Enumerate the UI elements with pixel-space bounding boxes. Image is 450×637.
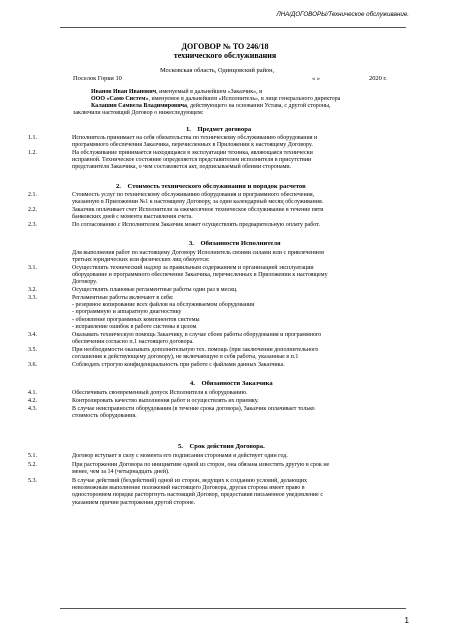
clause-line: Заказчик оплачивает счет Исполнителя за ежемесячное техническое обслуживание в течение пяти: [72, 207, 324, 213]
title-line-2: технического обслуживания: [173, 51, 277, 60]
title-line-1: ДОГОВОР № ТО 246/18: [181, 42, 269, 51]
clause-number: 3.4.: [28, 332, 37, 338]
clause-line: Регламентные работы включают в себя:: [72, 295, 174, 301]
clause-line: Договор вступает в силу с момента его подписания сторонами и действует один год.: [72, 453, 288, 459]
section-1-title: Предмет договора: [197, 126, 252, 133]
clause-3-3: [28, 295, 406, 331]
top-divider: [60, 27, 406, 28]
clause-2-3: [28, 222, 406, 229]
clause-2-1: [28, 192, 406, 206]
clause-number: 5.3.: [28, 478, 37, 484]
date-quotes: « »: [312, 75, 320, 82]
clause-line: представителя Заказчика, о чем составляется акт, подписываемый обеими сторонами.: [72, 164, 292, 171]
place: Поселок Горки 10: [73, 75, 122, 82]
region: Московская область, Одинцовский район,: [160, 67, 275, 74]
clause-line: Для выполнения работ по настоящему Договору Исполнитель своими силами или с привлечением: [72, 250, 324, 256]
clause-number: 4.1.: [28, 390, 37, 396]
clause-line: указанную в Приложении №1 к настоящему Договору, за один календарный месяц обслуживания.: [72, 199, 324, 206]
section-5-title: Срок действия Договора.: [189, 443, 265, 450]
clause-line: Обеспечивать своевременный допуск Исполнителя к оборудованию.: [72, 390, 248, 396]
contract-title: [0, 42, 450, 60]
clause-1-1: [28, 135, 406, 149]
clause-1-2: [28, 150, 406, 172]
section-3-heading: [189, 240, 281, 247]
section-1-heading: [186, 126, 251, 133]
clause-3-2: [28, 287, 406, 294]
document-path-header: ЛНА/ДОГОВОРЫ/Техническое обслуживание.: [276, 11, 409, 18]
clause-number: 2.3.: [28, 222, 37, 228]
section-3-number: 3.: [189, 240, 194, 247]
clause-number: 4.3.: [28, 406, 37, 412]
section-2-heading: [116, 183, 306, 190]
section-4-title: Обязанности Заказчика: [201, 380, 273, 387]
clause-line: оборудование и программного обеспечение Заказчика, перечисленных в Приложении к настоящему: [72, 272, 328, 279]
clause-number: 4.2.: [28, 398, 37, 404]
clause-line: третьих юридических или физических лиц обязуется:: [72, 257, 210, 264]
clause-line: По согласованию с Исполнителем Заказчик может осуществлять предварительную оплату работ.: [72, 222, 320, 228]
clause-line: стоимость оборудования.: [72, 413, 137, 420]
clause-3-6: [28, 362, 406, 369]
clause-2-2: [28, 207, 406, 221]
intro-line-4: заключили настоящий Договор о нижеследующем:: [73, 110, 204, 116]
clause-number: 3.3.: [28, 295, 37, 301]
section-4-number: 4.: [190, 380, 195, 387]
clause-4-2: [28, 398, 406, 405]
customer-name: Иванов Иван Иванович: [91, 89, 157, 95]
section-5-number: 5.: [178, 443, 183, 450]
clause-line: Исполнитель принимает на себя обязательства по техническому обслуживанию оборудования и: [72, 135, 318, 141]
section-5-heading: [178, 443, 265, 450]
clause-3-1: [28, 265, 406, 287]
clause-number: 3.1.: [28, 265, 37, 271]
clause-number: 3.6.: [28, 362, 37, 368]
clause-line: - программную и аппаратную диагностику: [72, 309, 182, 316]
clause-line: В случае действий (бездействий) одной из сторон, ведущих к созданию условий, делающих: [72, 478, 308, 484]
clause-line: Стоимость услуг по техническому обслуживанию оборудования и программного обеспечения,: [72, 192, 315, 198]
clause-line: Договору.: [72, 279, 98, 286]
clause-line: При расторжении Договора по инициативе одной из сторон, она обязана известить другую в срок не: [72, 462, 330, 468]
clause-line: На обслуживание принимается находящаяся в эксплуатации техника, являющаяся технически: [72, 150, 313, 156]
clause-3-4: [28, 332, 406, 346]
clause-line: невозможным выполнение положений настоящего Договора, другая сторона имеет право в: [72, 485, 305, 492]
clause-line: обеспечения согласно п.1 настоящего договора.: [72, 339, 194, 346]
clause-line: Осуществлять технический надзор за правильным содержанием и организацией эксплуатации: [72, 265, 314, 271]
clause-line: банковских дней с момента выставления счета.: [72, 214, 193, 221]
clause-number: 3.5.: [28, 347, 37, 353]
section-2-title: Стоимость технического обслуживания и порядок расчетов: [127, 183, 306, 190]
director-name: Калашин Самвела Владимировича: [91, 103, 188, 109]
clause-4-3: [28, 406, 406, 420]
section-1-number: 1.: [186, 126, 191, 133]
clause-3-5: [28, 347, 406, 361]
clause-line: менее, чем за 14 (четырнадцать дней).: [72, 469, 170, 476]
clause-line: При необходимости оказывать дополнительную тех. помощь (при заключении дополнительного: [72, 347, 319, 353]
clause-line: Контролировать качество выполнения работ и осуществлять их приемку.: [72, 398, 259, 404]
clause-line: - обновление программных компонентов системы: [72, 316, 200, 323]
clause-number: 2.2.: [28, 207, 37, 213]
clause-line: - исправление ошибок в работе системы в целом: [72, 323, 197, 330]
clause-number: 1.1.: [28, 135, 37, 141]
clause-4-1: [28, 390, 406, 397]
clause-5-3: [28, 478, 406, 507]
clause-line: В случае неисправности оборудования (в течение срока договора), Заказчик оплачивает только: [72, 406, 315, 412]
section-2-number: 2.: [116, 183, 121, 190]
clause-line: Осуществлять плановые регламентные работы один раз в месяц.: [72, 287, 238, 293]
clause-line: исправной. Техническое состояние определяется представителем исполнителя в присутствии: [72, 157, 312, 164]
section-3-title: Обязанности Исполнителя: [200, 240, 281, 247]
intro-line-3-text: , действующего на основании Устава, с другой стороны,: [187, 103, 331, 109]
clause-line: указанием причин расторжения другой стороне.: [72, 499, 196, 506]
clause-line: одностороннем порядке расторгнуть настоящий Договор, предоставив письменное уведомление с: [72, 492, 324, 499]
year: 2020 г.: [369, 75, 387, 82]
clause-number: 5.2.: [28, 462, 37, 468]
intro-line-2-text: , именуемое в дальнейшем «Исполнитель», в лице генерального директора: [148, 96, 341, 102]
clause-line: соглашения к действующему договору), не включающую в себя работы, указанные в п.1: [72, 354, 299, 361]
clause-line: - резервное копирование всех файлов на обслуживаемом оборудовании: [72, 302, 255, 309]
bottom-divider: [60, 608, 406, 609]
clause-5-1: [28, 453, 406, 460]
clause-number: 2.1.: [28, 192, 37, 198]
section-4-heading: [190, 380, 273, 387]
clause-line: программного обеспечения Заказчика, перечисленных в Приложении к настоящему Договору.: [72, 142, 313, 149]
clause-5-2: [28, 462, 406, 476]
section-3-intro: [72, 250, 406, 264]
clause-number: 1.2.: [28, 150, 37, 156]
clause-line: Оказывать техническую помощь Заказчику, в случае сбоев работы оборудования и программного: [72, 332, 322, 338]
clause-line: Соблюдать строгую конфиденциальность при работе с файлами данных Заказчика.: [72, 362, 285, 368]
page-number: 1: [404, 616, 409, 625]
intro-line-1-text: , именуемый в дальнейшем «Заказчик», и: [156, 89, 263, 95]
clause-number: 3.2.: [28, 287, 37, 293]
clause-number: 5.1.: [28, 453, 37, 459]
contractor-org: ООО «Само Систем»: [91, 96, 149, 102]
